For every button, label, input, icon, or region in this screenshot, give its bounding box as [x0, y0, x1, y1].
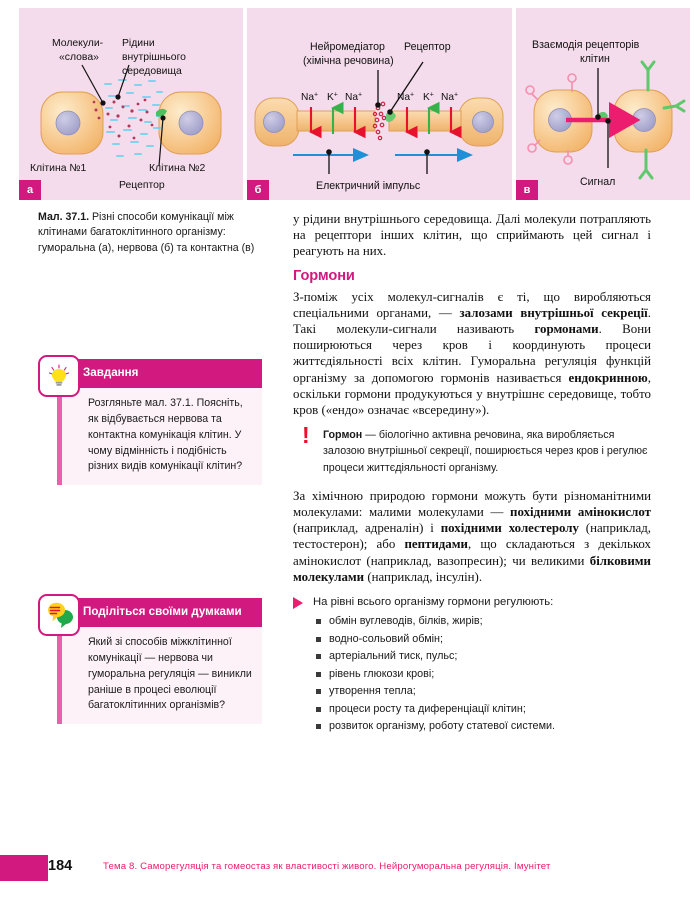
main-text-column: [293, 211, 651, 736]
speech-bubbles-icon: [38, 594, 80, 636]
exclamation-icon: !: [302, 422, 310, 449]
list-intro-text: На рівні всього організму гормони регулюють:: [313, 595, 554, 608]
p1-seg-4: , оскільки гормони продукуються у внутрішнє середовище, тобто кров («ендо» означає «всередину»).: [293, 370, 651, 417]
figure-caption-number: Мал. 37.1.: [38, 211, 90, 223]
definition-term: Гормон: [323, 429, 363, 442]
p2-seg-5: (наприклад, інсулін).: [364, 569, 483, 584]
footer-color-swatch: [0, 855, 48, 881]
p1-seg-1: З-поміж усіх молекул-сигналів є ті, що виробляються спеціальними органами, —: [293, 289, 651, 320]
definition-text: [323, 427, 651, 476]
lightbulb-icon: [38, 355, 80, 397]
callout-task-body: Розгляньте мал. 37.1. Поясніть, як відбувається нервова та контактна комунікація клітин. У чому відмінність і подібність різних видів комунікації клітин?: [57, 388, 262, 485]
intro-paragraph: у рідини внутрішнього середовища. Далі молекули потрапляють на рецептори інших клітин, що сприймають цей сигнал і реагують на них.: [293, 212, 651, 259]
panel-a-label-receptor: Рецептор: [119, 180, 165, 191]
panel-c-label-signal: Сигнал: [580, 176, 616, 188]
p1-bold-2: гормонами: [534, 321, 599, 336]
paragraph-hormones: [293, 289, 651, 419]
panel-b-label-neurotransmitter-2: (хімічна речовина): [303, 55, 394, 67]
list-item: обмін вуглеводів, білків, жирів;: [329, 613, 651, 630]
panel-a-illustration: [19, 8, 243, 200]
figure-panel-c: [516, 8, 690, 200]
list-item: водно-сольовий обмін;: [329, 631, 651, 648]
callout-share: [57, 598, 262, 724]
panel-a-label-molecules: Молекули-: [52, 38, 104, 49]
svg-text:Na+: Na+: [301, 91, 319, 103]
figure-37-1: [19, 8, 690, 200]
p1-bold-1: залозами внутрішньої секреції: [459, 305, 648, 320]
regulation-list: [293, 613, 651, 735]
list-intro: [293, 595, 651, 610]
svg-text:Na+: Na+: [345, 91, 363, 103]
list-item: утворення тепла;: [329, 683, 651, 700]
list-item: процеси росту та диференціації клітин;: [329, 701, 651, 718]
figure-caption-text: Різні способи комунікації між клітинами багатоклітинного організму: гуморальна (а), нервова (б) та контактна (в): [38, 211, 255, 254]
p2-bold-1: похідними амінокислот: [510, 505, 651, 520]
panel-label-c: в: [516, 180, 538, 200]
page-footer: [0, 855, 695, 885]
panel-c-illustration: [516, 8, 690, 200]
p2-seg-1: За хімічною природою гормони можуть бути різноманітними молекулами: малими молекулами —: [293, 488, 651, 520]
p1-seg-2: . Такі молекули-сигнали називають: [293, 305, 651, 336]
svg-text:Na+: Na+: [397, 91, 415, 103]
panel-b-label-receptor: Рецептор: [404, 41, 451, 53]
callout-share-title: Поділіться своїми думками: [57, 598, 262, 627]
svg-text:K+: K+: [423, 91, 434, 103]
figure-caption: [38, 210, 278, 256]
panel-b-label-neurotransmitter: Нейромедіатор: [310, 41, 385, 53]
panel-a-label-molecules-2: «слова»: [59, 52, 99, 63]
p2-bold-2: похідними холестеролу: [440, 521, 579, 536]
p2-seg-2: (наприклад, адреналін) і: [293, 521, 441, 536]
panel-b-illustration: [247, 8, 512, 200]
svg-text:K+: K+: [327, 91, 338, 103]
callout-task-title: Завдання: [57, 359, 262, 388]
panel-c-label-interaction-2: клітин: [580, 53, 610, 65]
panel-a-label-fluids-3: середовища: [122, 66, 182, 77]
definition-body: — біологічно активна речовина, яка виробляється залозою внутрішньої секреції, поширюється через кров і регулює процеси життєдіяльності організму.: [323, 429, 648, 474]
panel-a-label-fluids-2: внутрішнього: [122, 52, 186, 63]
callout-task: [57, 359, 262, 485]
callout-share-body: Який зі способів міжклітинної комунікації — нервова чи гуморальна регуляція — виникли раніше в процесі еволюції багатоклітинних організмів?: [57, 627, 262, 724]
list-item: рівень глюкози крові;: [329, 666, 651, 683]
panel-a-label-fluids-1: Рідини: [122, 38, 155, 49]
figure-panel-a: [19, 8, 243, 200]
panel-a-label-cell-2: Клітина №2: [149, 163, 206, 174]
list-item: розвиток організму, роботу статевої системи.: [329, 718, 651, 735]
section-heading-hormones: Гормони: [293, 267, 355, 284]
running-title: Тема 8. Саморегуляція та гомеостаз як властивості живого. Нейрогуморальна регуляція. Імунітет: [103, 861, 551, 872]
figure-panel-b: [247, 8, 512, 200]
p1-seg-3: . Вони поширюються через кров і координують процеси життєдіяльності всіх клітин. Гуморальна регуляція функцій організму за допомогою гормонів називається: [293, 321, 651, 385]
svg-text:Na+: Na+: [441, 91, 459, 103]
page-number: 184: [48, 858, 73, 874]
p2-bold-3: пептидами: [404, 537, 468, 552]
paragraph-chemical-nature: [293, 488, 651, 585]
list-item: артеріальний тиск, пульс;: [329, 648, 651, 665]
p2-seg-3: (наприклад, тестостерон); або: [293, 521, 651, 552]
panel-a-label-cell-1: Клітина №1: [30, 163, 87, 174]
p2-bold-4: білковими молекулами: [293, 553, 651, 584]
p1-bold-3: ендокринною: [568, 370, 648, 385]
panel-label-a: а: [19, 180, 41, 200]
definition-box-hormone: [293, 422, 651, 480]
panel-c-label-interaction: Взаємодія рецепторів: [532, 39, 640, 51]
panel-label-b: б: [247, 180, 269, 200]
panel-b-label-impulse: Електричний імпульс: [316, 180, 421, 192]
triangle-bullet-icon: [293, 597, 303, 609]
p2-seg-4: , що складаються з декількох амінокислот (наприклад, вазопресин); чи великими: [293, 537, 652, 568]
